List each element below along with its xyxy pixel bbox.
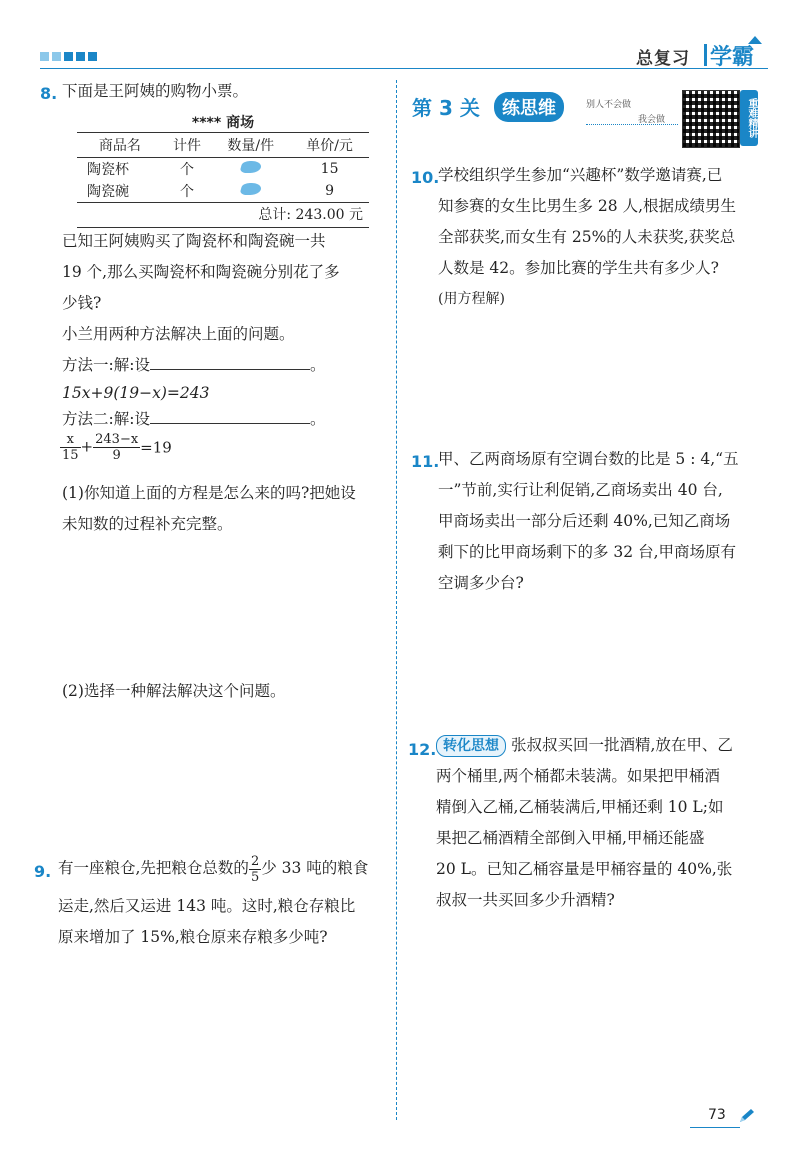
receipt-shop-name: **** 商场 [191, 115, 255, 131]
fraction [249, 854, 261, 885]
q9-text-a: 有一座粮仓,先把粮仓总数的 [58, 859, 249, 877]
receipt-col-unit: 计件 [163, 133, 212, 158]
denominator: 15 [62, 448, 79, 463]
shopping-receipt [77, 112, 369, 228]
q10-line: (用方程解) [438, 291, 505, 307]
q8-body-line: 少钱? [62, 294, 102, 312]
q8-sub2: (2)选择一种解法解决这个问题。 [62, 682, 286, 700]
q9-text-b: 少 33 吨的粮食 [261, 859, 369, 877]
q8-body-line: 小兰用两种方法解决上面的问题。 [62, 325, 295, 343]
question-number-12: 12. [408, 740, 437, 759]
fraction [60, 432, 81, 463]
q8-method1 [62, 350, 325, 381]
header-separator [704, 44, 707, 66]
q12-line: 果把乙桶酒精全部倒入甲桶,甲桶还能盛 [436, 829, 705, 847]
graduation-cap-icon [748, 36, 762, 44]
q9-text [58, 853, 394, 953]
receipt-col-name: 商品名 [77, 133, 163, 158]
period: 。 [309, 356, 326, 374]
denominator: 9 [112, 448, 121, 463]
level-title: 第 3 关 [412, 96, 480, 120]
page-number: 73 [708, 1107, 726, 1123]
question-number-11: 11. [411, 452, 440, 471]
q12-first-text: 张叔叔买回一批酒精,放在甲、乙 [510, 736, 733, 754]
q8-body-line: 已知王阿姨购买了陶瓷杯和陶瓷碗一共 [62, 232, 326, 250]
numerator: 243−x [95, 432, 139, 447]
receipt-smudge-1 [211, 158, 290, 181]
q10-line: 知参赛的女生比男生多 28 人,根据成绩男生 [438, 197, 737, 215]
receipt-col-qty: 数量/件 [211, 133, 290, 158]
q12-line: 20 L。已知乙桶容量是甲桶容量的 40%,张 [436, 860, 733, 878]
q8-sub1 [62, 478, 392, 540]
q11-line: 空调多少台? [438, 574, 524, 592]
question-number-8: 8. [40, 84, 58, 103]
pencil-icon [738, 1108, 756, 1128]
q8-body-line: 19 个,那么买陶瓷杯和陶瓷碗分别花了多 [62, 263, 340, 281]
q9-line: 原来增加了 15%,粮仓原来存粮多少吨? [58, 927, 328, 946]
q11-text [438, 444, 768, 599]
q8-method2 [62, 404, 325, 435]
receipt-item-unit: 个 [180, 162, 195, 178]
section-title: 总复习 [636, 49, 690, 69]
q12-line: 叔叔一共买回多少升酒精? [436, 891, 615, 909]
q12-line: 精倒入乙桶,乙桶装满后,甲桶还剩 10 L;如 [436, 798, 724, 816]
plus-sign: + [80, 437, 94, 456]
method2-answer-blank[interactable] [150, 407, 310, 424]
qr-tag: 重难精讲 [740, 90, 758, 146]
period: 。 [309, 410, 326, 428]
header-decoration [40, 52, 97, 61]
sub1-line: (1)你知道上面的方程是怎么来的吗?把她设 [62, 484, 356, 502]
q11-line: 剩下的比甲商场剩下的多 32 台,甲商场原有 [438, 543, 737, 561]
level-dotted-line [586, 124, 678, 125]
q8-intro: 下面是王阿姨的购物小票。 [62, 82, 249, 100]
q11-line: 一”节前,实行让利促销,乙商场卖出 40 台, [438, 481, 723, 499]
level-pill: 练思维 [494, 92, 564, 122]
method1-answer-blank[interactable] [150, 353, 310, 370]
receipt-col-price: 单价/元 [290, 133, 369, 158]
receipt-item-name: 陶瓷杯 [87, 162, 129, 178]
q12-line [436, 730, 770, 761]
page-number-rule [690, 1127, 740, 1128]
receipt-item-price: 9 [325, 183, 335, 199]
qr-code-icon[interactable] [682, 90, 740, 148]
method1-equation: 15x+9(19−x)=243 [62, 384, 210, 402]
numerator: x [60, 432, 81, 448]
brand-logo: 学霸 [710, 45, 755, 70]
numerator: 2 [250, 853, 260, 869]
q10-line: 全部获奖,而女生有 25%的人未获奖,获奖总 [438, 228, 736, 246]
receipt-item-name: 陶瓷碗 [87, 184, 129, 200]
question-number-9: 9. [34, 862, 52, 881]
method2-equation [60, 432, 172, 463]
question-number-10: 10. [411, 168, 440, 187]
q9-line [58, 853, 394, 885]
q10-line: 学校组织学生参加“兴趣杯”数学邀请赛,已 [438, 166, 723, 184]
strategy-badge: 转化思想 [436, 735, 506, 757]
q10-line: 人数是 42。参加比赛的学生共有多少人? [438, 259, 719, 277]
q9-line: 运走,然后又运进 143 吨。这时,粮仓存粮比 [58, 896, 356, 915]
column-divider [396, 80, 397, 1120]
receipt-row [77, 158, 369, 181]
receipt-total: 总计: 243.00 元 [77, 202, 369, 228]
method2-label: 方法二:解:设 [62, 410, 150, 428]
receipt-smudge-2 [211, 180, 290, 202]
q8-body [62, 226, 392, 350]
q12-line: 两个桶里,两个桶都未装满。如果把甲桶酒 [436, 767, 720, 785]
receipt-item-unit: 个 [180, 184, 195, 200]
q12-text [436, 730, 770, 916]
fraction [93, 432, 140, 463]
denominator: 5 [250, 869, 260, 885]
q11-line: 甲、乙两商场原有空调台数的比是 5 : 4,“五 [438, 450, 739, 468]
level-caption-a: 别人不会做 [586, 100, 632, 110]
receipt-row [77, 180, 369, 202]
method1-label: 方法一:解:设 [62, 356, 150, 374]
equation-rhs: =19 [140, 438, 172, 457]
receipt-header-row [77, 133, 369, 158]
ink-smudge-icon [239, 183, 262, 195]
receipt-item-price: 15 [320, 161, 339, 177]
q10-text [438, 160, 768, 315]
q11-line: 甲商场卖出一部分后还剩 40%,已知乙商场 [438, 512, 731, 530]
level-caption-b: 我会做 [638, 115, 666, 125]
sub1-line: 未知数的过程补充完整。 [62, 515, 233, 533]
ink-smudge-icon [239, 161, 262, 173]
receipt-table [77, 132, 369, 202]
